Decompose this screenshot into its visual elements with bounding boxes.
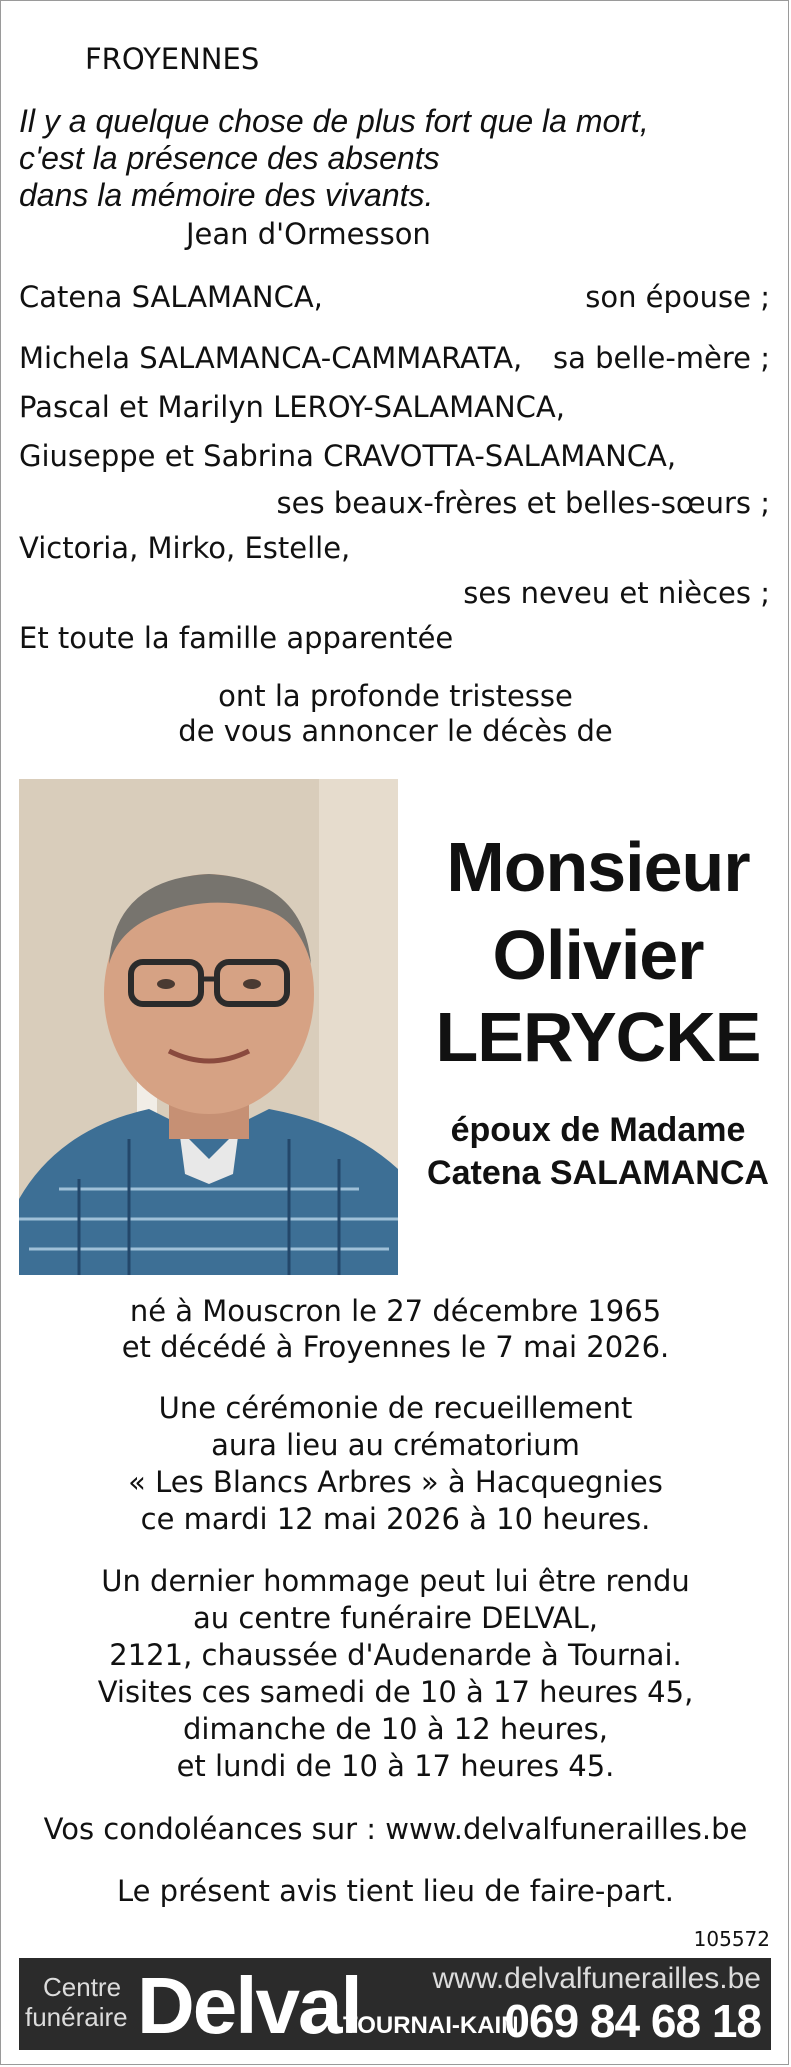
nephews-names: Victoria, Mirko, Estelle,	[19, 531, 351, 565]
mother-in-law-name: Michela SALAMANCA-CAMMARATA,	[19, 341, 523, 375]
deceased-first-name: Olivier	[492, 916, 704, 994]
siblings-role: ses beaux-frères et belles-sœurs ;	[276, 486, 770, 520]
tribute-line-3: 2121, chaussée d'Audenarde à Tournai.	[109, 1638, 682, 1672]
banner-funeraire-text: funéraire	[25, 2002, 128, 2032]
birth-line: né à Mouscron le 27 décembre 1965	[129, 1294, 662, 1328]
wife-name: Catena SALAMANCA,	[19, 280, 323, 314]
quote-line-3: dans la mémoire des vivants.	[19, 177, 434, 213]
reference-number: 105572	[693, 1927, 770, 1951]
mother-in-law-role: sa belle-mère ;	[553, 341, 770, 375]
banner-brand-logo: Delval	[137, 1961, 361, 2050]
siblings-line-1: Pascal et Marilyn LEROY-SALAMANCA,	[19, 390, 565, 424]
extended-family: Et toute la famille apparentée	[19, 621, 454, 655]
tribute-line-6: et lundi de 10 à 17 heures 45.	[176, 1749, 615, 1783]
siblings-line-2: Giuseppe et Sabrina CRAVOTTA-SALAMANCA,	[19, 439, 677, 473]
spouse-line-2: Catena SALAMANCA	[427, 1154, 769, 1192]
condolences-link[interactable]: Vos condoléances sur : www.delvalfunerailles.be	[43, 1812, 748, 1846]
ceremony-line-3: « Les Blancs Arbres » à Hacquegnies	[128, 1465, 663, 1499]
banner-centre-text: Centre	[43, 1972, 122, 2002]
quote-line-1: Il y a quelque chose de plus fort que la mort,	[19, 103, 649, 139]
banner-phone-number[interactable]: 069 84 68 18	[504, 1995, 761, 2047]
banner-website-link[interactable]: www.delvalfunerailles.be	[432, 1962, 761, 1995]
quote-author: Jean d'Ormesson	[186, 217, 431, 251]
spouse-line-1: époux de Madame	[450, 1111, 746, 1149]
ceremony-line-2: aura lieu au crématorium	[211, 1428, 580, 1462]
ceremony-line-1: Une cérémonie de recueillement	[158, 1391, 633, 1425]
tribute-line-4: Visites ces samedi de 10 à 17 heures 45,	[97, 1675, 694, 1709]
deceased-title: Monsieur	[446, 828, 750, 906]
funeral-home-banner	[19, 1958, 771, 2050]
portrait-photo-icon	[19, 779, 398, 1275]
death-line: et décédé à Froyennes le 7 mai 2026.	[121, 1330, 670, 1364]
tribute-line-1: Un dernier hommage peut lui être rendu	[101, 1564, 690, 1598]
banner-location: TOURNAI-KAIN	[343, 2012, 519, 2039]
deceased-last-name: LERYCKE	[435, 998, 761, 1076]
wife-role: son épouse ;	[585, 280, 770, 314]
portrait-photo	[19, 779, 398, 1275]
nephews-role: ses neveu et nièces ;	[463, 576, 770, 610]
announcement-line-1: ont la profonde tristesse	[218, 679, 573, 713]
announcement-line-2: de vous annoncer le décès de	[178, 714, 613, 748]
quote-line-2: c'est la présence des absents	[19, 140, 440, 176]
tribute-line-2: au centre funéraire DELVAL,	[193, 1601, 598, 1635]
tribute-line-5: dimanche de 10 à 12 heures,	[182, 1712, 608, 1746]
location-heading: FROYENNES	[85, 42, 260, 76]
notice-line: Le présent avis tient lieu de faire-part.	[116, 1874, 675, 1908]
ceremony-line-4: ce mardi 12 mai 2026 à 10 heures.	[140, 1502, 651, 1536]
